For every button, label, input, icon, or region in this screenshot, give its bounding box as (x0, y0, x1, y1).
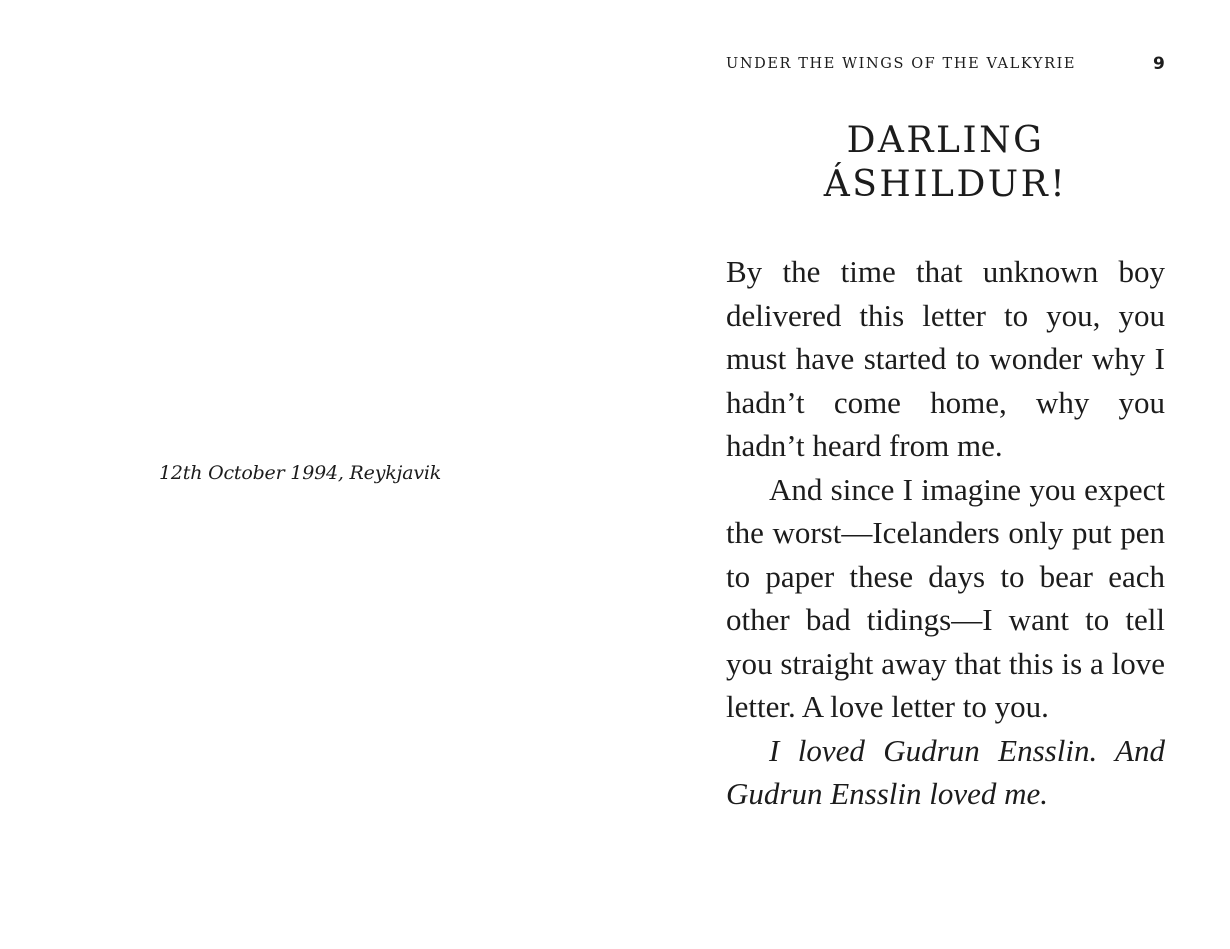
page-number: 9 (1153, 54, 1165, 74)
body-text (726, 250, 1165, 816)
running-head: UNDER THE WINGS OF THE VALKYRIE (726, 56, 1077, 72)
paragraph-1: By the time that unknown boy delivered this letter to you, you must have started to wonder why I hadn’t come home, why you hadn’t heard from me. (726, 254, 1165, 463)
dateline: 12th October 1994, Reykjavik (159, 462, 442, 484)
paragraph-3: I loved Gudrun Ensslin. And Gudrun Ensslin loved me. (726, 732, 1165, 811)
chapter-title (726, 119, 1165, 207)
right-page (615, 0, 1230, 949)
paragraph-2: And since I imagine you expect the worst—Icelanders only put pen to paper these days to bear each other bad tidings—I want to tell you straight away that this is a love letter. A love letter to you. (726, 471, 1165, 724)
chapter-title-line-2: ÁSHILDUR! (823, 164, 1068, 205)
chapter-title-line-1: DARLING (846, 120, 1045, 161)
